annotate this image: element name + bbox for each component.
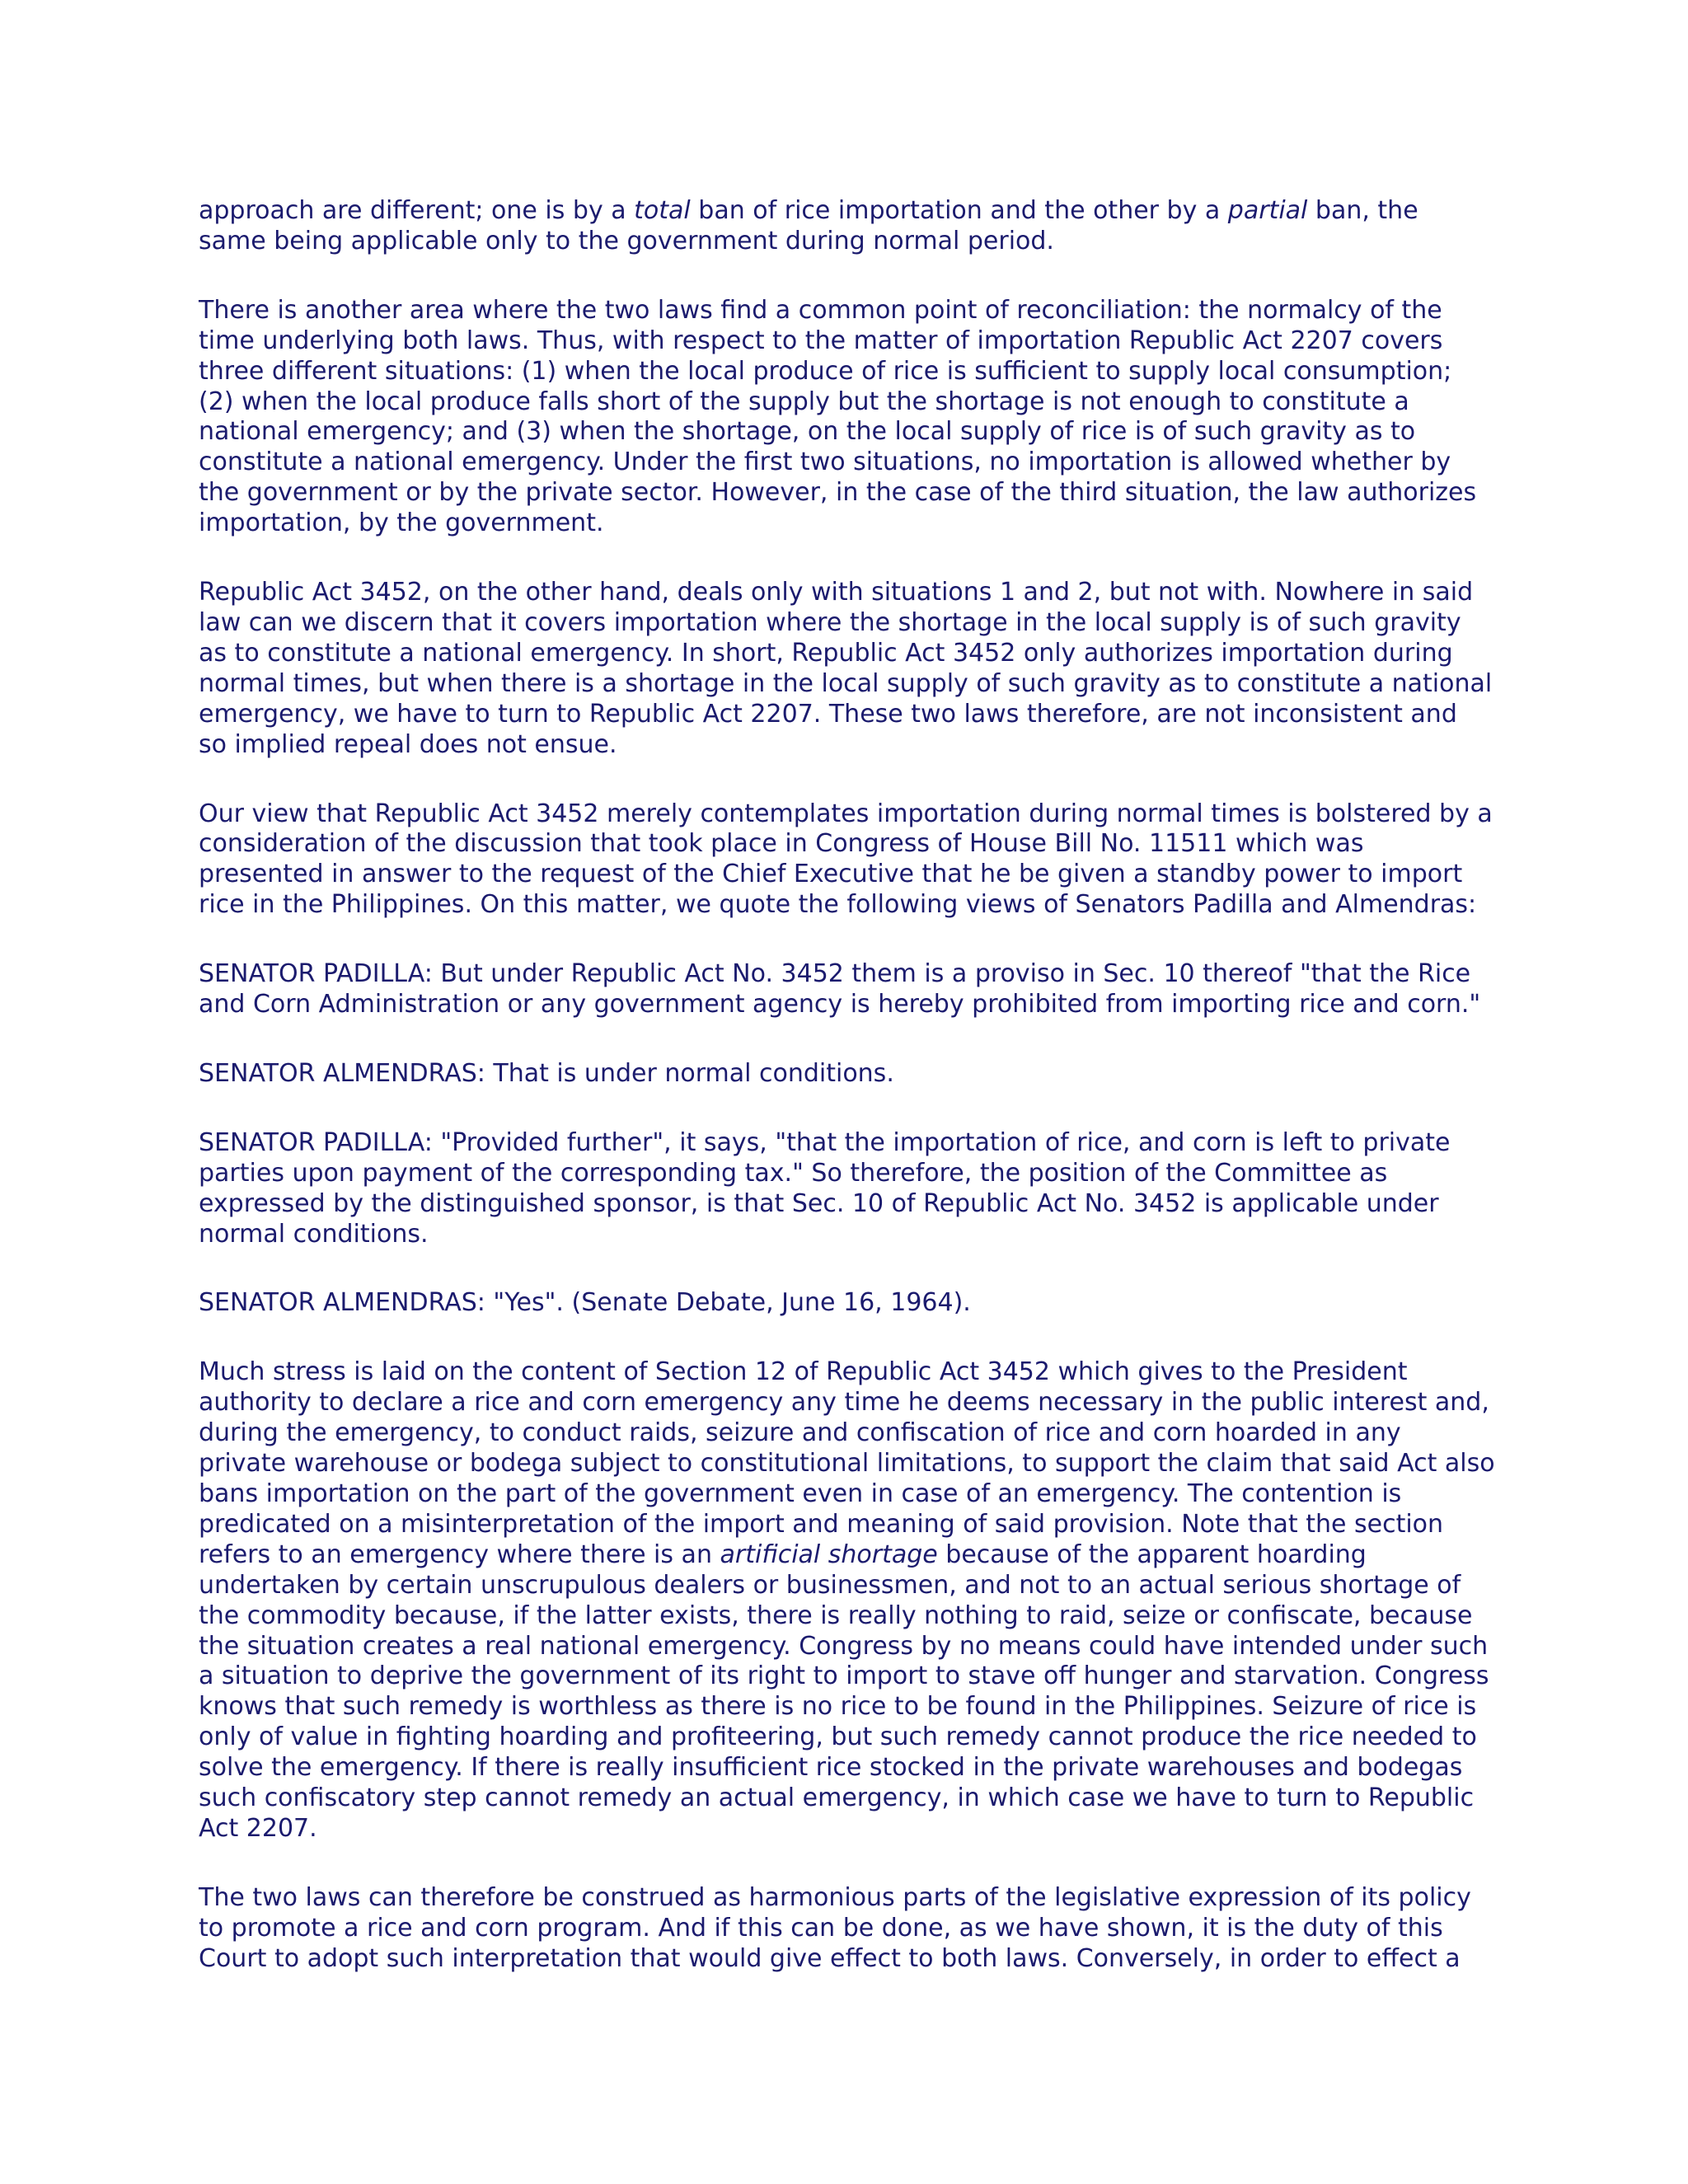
paragraph-section-12	[199, 1357, 1517, 1844]
paragraph-senator-almendras-1	[199, 1059, 1517, 1090]
paragraph-reconciliation	[199, 296, 1517, 539]
italic-text-run: partial	[1227, 196, 1308, 225]
text-run: SENATOR ALMENDRAS: "Yes". (Senate Debate, June 16, 1964).	[199, 1288, 971, 1318]
paragraph-ban-approach	[199, 196, 1517, 257]
text-run: ban, the same being applicable only to the government during normal period.	[199, 196, 1418, 255]
paragraph-senator-padilla-2	[199, 1128, 1517, 1250]
italic-text-run: artificial shortage	[720, 1540, 938, 1569]
text-run: The two laws can therefore be construed as harmonious parts of the legislative expression of its policy to promote a rice and corn program. And if this can be done, as we have shown, it is the duty of this Court to adopt such interpretation that would give effect to both laws. Conversely, in order to effect a	[199, 1882, 1471, 1973]
text-run: SENATOR ALMENDRAS: That is under normal conditions.	[199, 1058, 894, 1088]
text-run: approach are different; one is by a	[199, 196, 635, 225]
text-run: because of the apparent hoarding undertaken by certain unscrupulous dealers or businessmen, and not to an actual serious shortage of the commodity because, if the latter exists, there is really nothing to raid, seize or confiscate, because the situation creates a real national emergency. Congress by no means could have intended under such a situation to deprive the government of its right to import to stave off hunger and starvation. Congress knows that such remedy is worthless as there is no rice to be found in the Philippines. Seizure of rice is only of value in fighting hoarding and profiteering, but such remedy cannot produce the rice needed to solve the emergency. If there is really insufficient rice stocked in the private warehouses and bodegas such confiscatory step cannot remedy an actual emergency, in which case we have to turn to Republic Act 2207.	[199, 1540, 1489, 1843]
text-run: SENATOR PADILLA: "Provided further", it says, "that the importation of rice, and corn is left to private parties upon payment of the corresponding tax." So therefore, the position of the Committee as expressed by the distinguished sponsor, is that Sec. 10 of Republic Act No. 3452 is applicable under normal conditions.	[199, 1127, 1451, 1249]
text-run: Our view that Republic Act 3452 merely contemplates importation during normal times is bolstered by a consideration of the discussion that took place in Congress of House Bill No. 11511 which was presented in answer to the request of the Chief Executive that he be given a standby power to import rice in the Philippines. On this matter, we quote the following views of Senators Padilla and Almendras:	[199, 799, 1493, 920]
text-run: There is another area where the two laws find a common point of reconciliation: the normalcy of the time underlying both laws. Thus, with respect to the matter of importation Republic Act 2207 covers three different situations: (1) when the local produce of rice is sufficient to supply local consumption; (2) when the local produce falls short of the supply but the shortage is not enough to constitute a national emergency; and (3) when the shortage, on the local supply of rice is of such gravity as to constitute a national emergency. Under the first two situations, no importation is allowed whether by the government or by the private sector. However, in the case of the third situation, the law authorizes importation, by the government.	[199, 295, 1477, 538]
paragraph-senator-padilla-1	[199, 959, 1517, 1020]
text-run: ban of rice importation and the other by a	[690, 196, 1228, 225]
paragraph-harmonious-laws	[199, 1883, 1517, 1975]
paragraph-senator-almendras-2	[199, 1288, 1517, 1319]
text-run: Much stress is laid on the content of Section 12 of Republic Act 3452 which gives to the President authority to declare a rice and corn emergency any time he deems necessary in the public interest and, during the emergency, to conduct raids, seizure and confiscation of rice and corn hoarded in any private warehouse or bodega subject to constitutional limitations, to support the claim that said Act also bans importation on the part of the government even in case of an emergency. The contention is predicated on a misinterpretation of the import and meaning of said provision. Note that the section refers to an emergency where there is an	[199, 1357, 1495, 1569]
text-run: Republic Act 3452, on the other hand, deals only with situations 1 and 2, but not with. Nowhere in said law can we discern that it covers importation where the shortage in the local supply is of such gravity as to constitute a national emergency. In short, Republic Act 3452 only authorizes importation during normal times, but when there is a shortage in the local supply of such gravity as to constitute a national emergency, we have to turn to Republic Act 2207. These two laws therefore, are not inconsistent and so implied repeal does not ensue.	[199, 578, 1493, 759]
paragraph-ra-3452-situations	[199, 578, 1517, 760]
document-body	[199, 196, 1517, 2013]
text-run: SENATOR PADILLA: But under Republic Act No. 3452 them is a proviso in Sec. 10 thereof "that the Rice and Corn Administration or any government agency is hereby prohibited from importing rice and corn."	[199, 959, 1481, 1019]
italic-text-run: total	[634, 196, 691, 225]
paragraph-house-bill-discussion	[199, 799, 1517, 921]
